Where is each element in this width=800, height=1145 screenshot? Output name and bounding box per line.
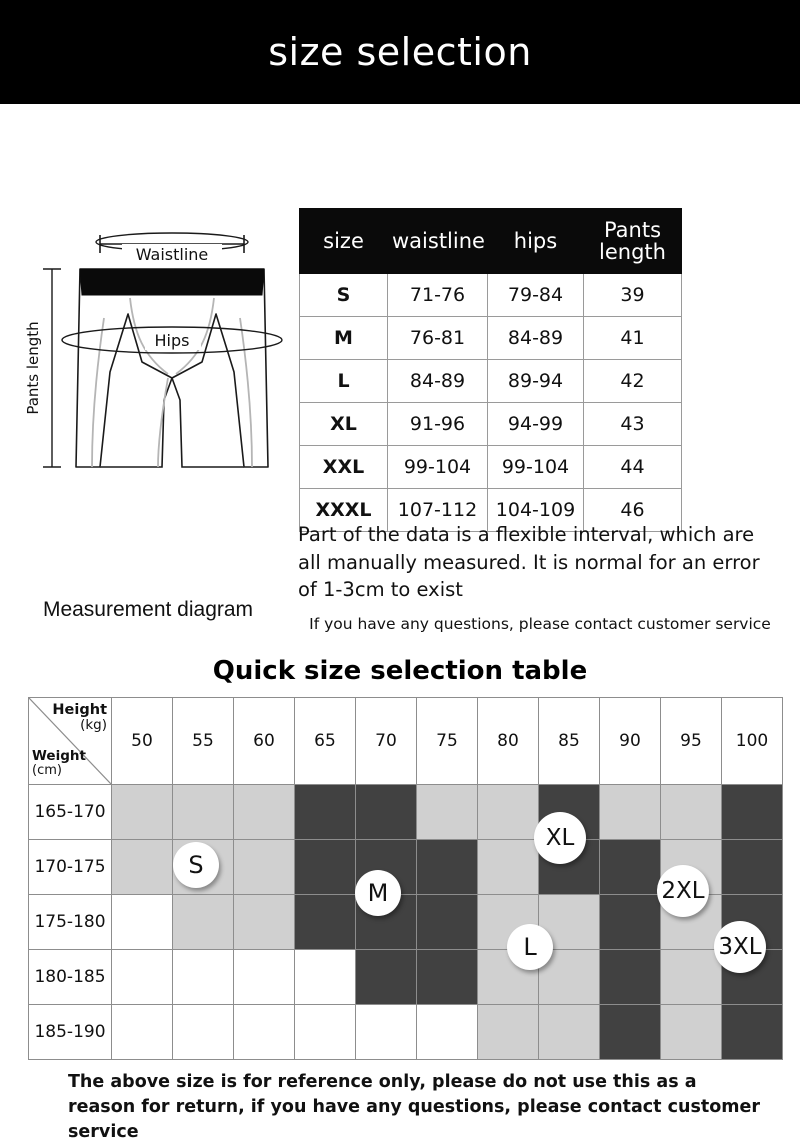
grid-cell[interactable]	[173, 785, 234, 840]
table-row	[29, 840, 783, 895]
measurement-note: Part of the data is a flexible interval, which are all manually measured. It is normal for an error of 1-3cm to exist	[298, 523, 760, 602]
size-badge-xl[interactable]: XL	[534, 812, 586, 864]
grid-cell[interactable]	[478, 950, 539, 1005]
grid-cell[interactable]	[295, 840, 356, 895]
table-row	[300, 403, 682, 446]
size-table-header-length: Pants length	[584, 209, 682, 274]
table-row	[300, 274, 682, 317]
grid-cell[interactable]	[661, 840, 722, 895]
grid-cell[interactable]	[600, 895, 661, 950]
grid-cell[interactable]	[173, 950, 234, 1005]
grid-cell[interactable]	[112, 1005, 173, 1060]
disclaimer-footer: The above size is for reference only, please do not use this as a reason for return, if you have any questions, please contact customer service	[68, 1072, 760, 1142]
grid-cell[interactable]	[722, 840, 783, 895]
table-row	[300, 360, 682, 403]
grid-cell[interactable]	[600, 950, 661, 1005]
size-table-header-row	[300, 209, 682, 274]
grid-col-header: 55	[173, 698, 234, 785]
cell-size: XXXL	[300, 489, 388, 532]
table-row	[29, 785, 783, 840]
cell-length: 39	[584, 274, 682, 317]
size-badge-s[interactable]: S	[173, 842, 219, 888]
grid-cell[interactable]	[722, 895, 783, 950]
grid-cell[interactable]	[356, 840, 417, 895]
grid-cell[interactable]	[722, 785, 783, 840]
cell-waistline: 84-89	[388, 360, 488, 403]
table-row	[29, 1005, 783, 1060]
grid-cell[interactable]	[600, 840, 661, 895]
grid-col-header: 50	[112, 698, 173, 785]
cell-length: 44	[584, 446, 682, 489]
measurement-diagram	[12, 222, 284, 532]
grid-col-header: 100	[722, 698, 783, 785]
grid-col-header: 90	[600, 698, 661, 785]
grid-cell[interactable]	[112, 895, 173, 950]
cell-waistline: 76-81	[388, 317, 488, 360]
cell-length: 41	[584, 317, 682, 360]
quick-size-grid	[28, 697, 783, 1060]
grid-height-label	[52, 702, 107, 733]
size-badge-2xl[interactable]: 2XL	[657, 865, 709, 917]
grid-weight-unit: (cm)	[32, 763, 62, 779]
grid-height-text: Height	[52, 702, 107, 718]
table-row	[29, 895, 783, 950]
grid-cell[interactable]	[661, 950, 722, 1005]
grid-weight-label	[32, 749, 86, 779]
grid-cell[interactable]	[722, 1005, 783, 1060]
grid-cell[interactable]	[234, 1005, 295, 1060]
shorts-right-leg	[172, 378, 244, 467]
top-section	[0, 104, 800, 664]
grid-cell[interactable]	[234, 950, 295, 1005]
grid-cell[interactable]	[417, 895, 478, 950]
grid-col-header: 60	[234, 698, 295, 785]
grid-cell[interactable]	[600, 1005, 661, 1060]
grid-cell[interactable]	[295, 950, 356, 1005]
grid-row-header: 185-190	[29, 1005, 112, 1060]
cell-hips: 89-94	[488, 360, 584, 403]
cell-hips: 99-104	[488, 446, 584, 489]
grid-cell[interactable]	[356, 1005, 417, 1060]
grid-cell[interactable]	[295, 895, 356, 950]
size-badge-l[interactable]: L	[507, 924, 553, 970]
grid-cell[interactable]	[417, 785, 478, 840]
size-table-header-size: size	[300, 209, 388, 274]
grid-cell[interactable]	[112, 950, 173, 1005]
grid-cell[interactable]	[295, 785, 356, 840]
page-banner	[0, 0, 800, 104]
grid-cell[interactable]	[539, 950, 600, 1005]
grid-cell[interactable]	[478, 1005, 539, 1060]
grid-cell[interactable]	[356, 785, 417, 840]
diagram-caption: Measurement diagram	[42, 598, 254, 621]
cell-size: XXL	[300, 446, 388, 489]
table-row	[300, 446, 682, 489]
grid-cell[interactable]	[478, 840, 539, 895]
quick-table-title: Quick size selection table	[212, 656, 588, 686]
cell-hips: 94-99	[488, 403, 584, 446]
customer-service-note: If you have any questions, please contact customer service	[309, 615, 771, 633]
pants-length-label: Pants length	[24, 321, 42, 415]
size-badge-m[interactable]: M	[355, 870, 401, 916]
grid-cell[interactable]	[173, 1005, 234, 1060]
grid-cell[interactable]	[417, 1005, 478, 1060]
grid-col-header: 65	[295, 698, 356, 785]
page-title: size selection	[268, 30, 532, 74]
grid-cell[interactable]	[234, 785, 295, 840]
grid-cell[interactable]	[478, 895, 539, 950]
cell-waistline: 71-76	[388, 274, 488, 317]
cell-hips: 84-89	[488, 317, 584, 360]
quick-size-grid-wrap	[28, 697, 770, 1055]
quick-grid-body	[29, 785, 783, 1060]
grid-cell[interactable]	[173, 895, 234, 950]
grid-cell[interactable]	[417, 840, 478, 895]
grid-row-header: 170-175	[29, 840, 112, 895]
size-table	[299, 208, 682, 532]
grid-cell[interactable]	[539, 785, 600, 840]
grid-cell[interactable]	[234, 840, 295, 895]
grid-cell[interactable]	[356, 895, 417, 950]
grid-cell[interactable]	[722, 950, 783, 1005]
size-table-header-waistline: waistline	[388, 209, 488, 274]
cell-hips: 104-109	[488, 489, 584, 532]
grid-cell[interactable]	[417, 950, 478, 1005]
grid-row-header: 180-185	[29, 950, 112, 1005]
cell-waistline: 107-112	[388, 489, 488, 532]
grid-cell[interactable]	[539, 840, 600, 895]
size-badge-3xl[interactable]: 3XL	[714, 921, 766, 973]
table-row	[300, 317, 682, 360]
cell-length: 46	[584, 489, 682, 532]
waistline-label: Waistline	[135, 245, 209, 264]
grid-corner-cell	[29, 698, 112, 785]
cell-size: XL	[300, 403, 388, 446]
grid-col-header: 85	[539, 698, 600, 785]
grid-cell[interactable]	[661, 785, 722, 840]
grid-row-header: 165-170	[29, 785, 112, 840]
grid-cell[interactable]	[661, 1005, 722, 1060]
shorts-outline	[76, 269, 268, 467]
cell-hips: 79-84	[488, 274, 584, 317]
cell-waistline: 99-104	[388, 446, 488, 489]
grid-cell[interactable]	[356, 950, 417, 1005]
grid-cell[interactable]	[478, 785, 539, 840]
table-row	[29, 950, 783, 1005]
grid-cell[interactable]	[112, 840, 173, 895]
grid-cell[interactable]	[661, 895, 722, 950]
waistband	[80, 269, 264, 295]
grid-cell[interactable]	[234, 895, 295, 950]
quick-grid-header-row	[29, 698, 783, 785]
grid-col-header: 75	[417, 698, 478, 785]
cell-size: M	[300, 317, 388, 360]
grid-row-header: 175-180	[29, 895, 112, 950]
grid-col-header: 95	[661, 698, 722, 785]
grid-height-unit: (kg)	[80, 717, 107, 734]
cell-size: S	[300, 274, 388, 317]
shorts-diagram-svg	[12, 222, 284, 522]
grid-cell[interactable]	[112, 785, 173, 840]
grid-cell[interactable]	[539, 1005, 600, 1060]
grid-cell[interactable]	[539, 895, 600, 950]
grid-cell[interactable]	[173, 840, 234, 895]
grid-col-header: 70	[356, 698, 417, 785]
cell-size: L	[300, 360, 388, 403]
grid-cell[interactable]	[295, 1005, 356, 1060]
cell-length: 42	[584, 360, 682, 403]
size-table-header-hips: hips	[488, 209, 584, 274]
grid-col-header: 80	[478, 698, 539, 785]
cell-waistline: 91-96	[388, 403, 488, 446]
grid-weight-text: Weight	[32, 748, 86, 765]
grid-cell[interactable]	[600, 785, 661, 840]
cell-length: 43	[584, 403, 682, 446]
hips-label: Hips	[154, 331, 190, 350]
